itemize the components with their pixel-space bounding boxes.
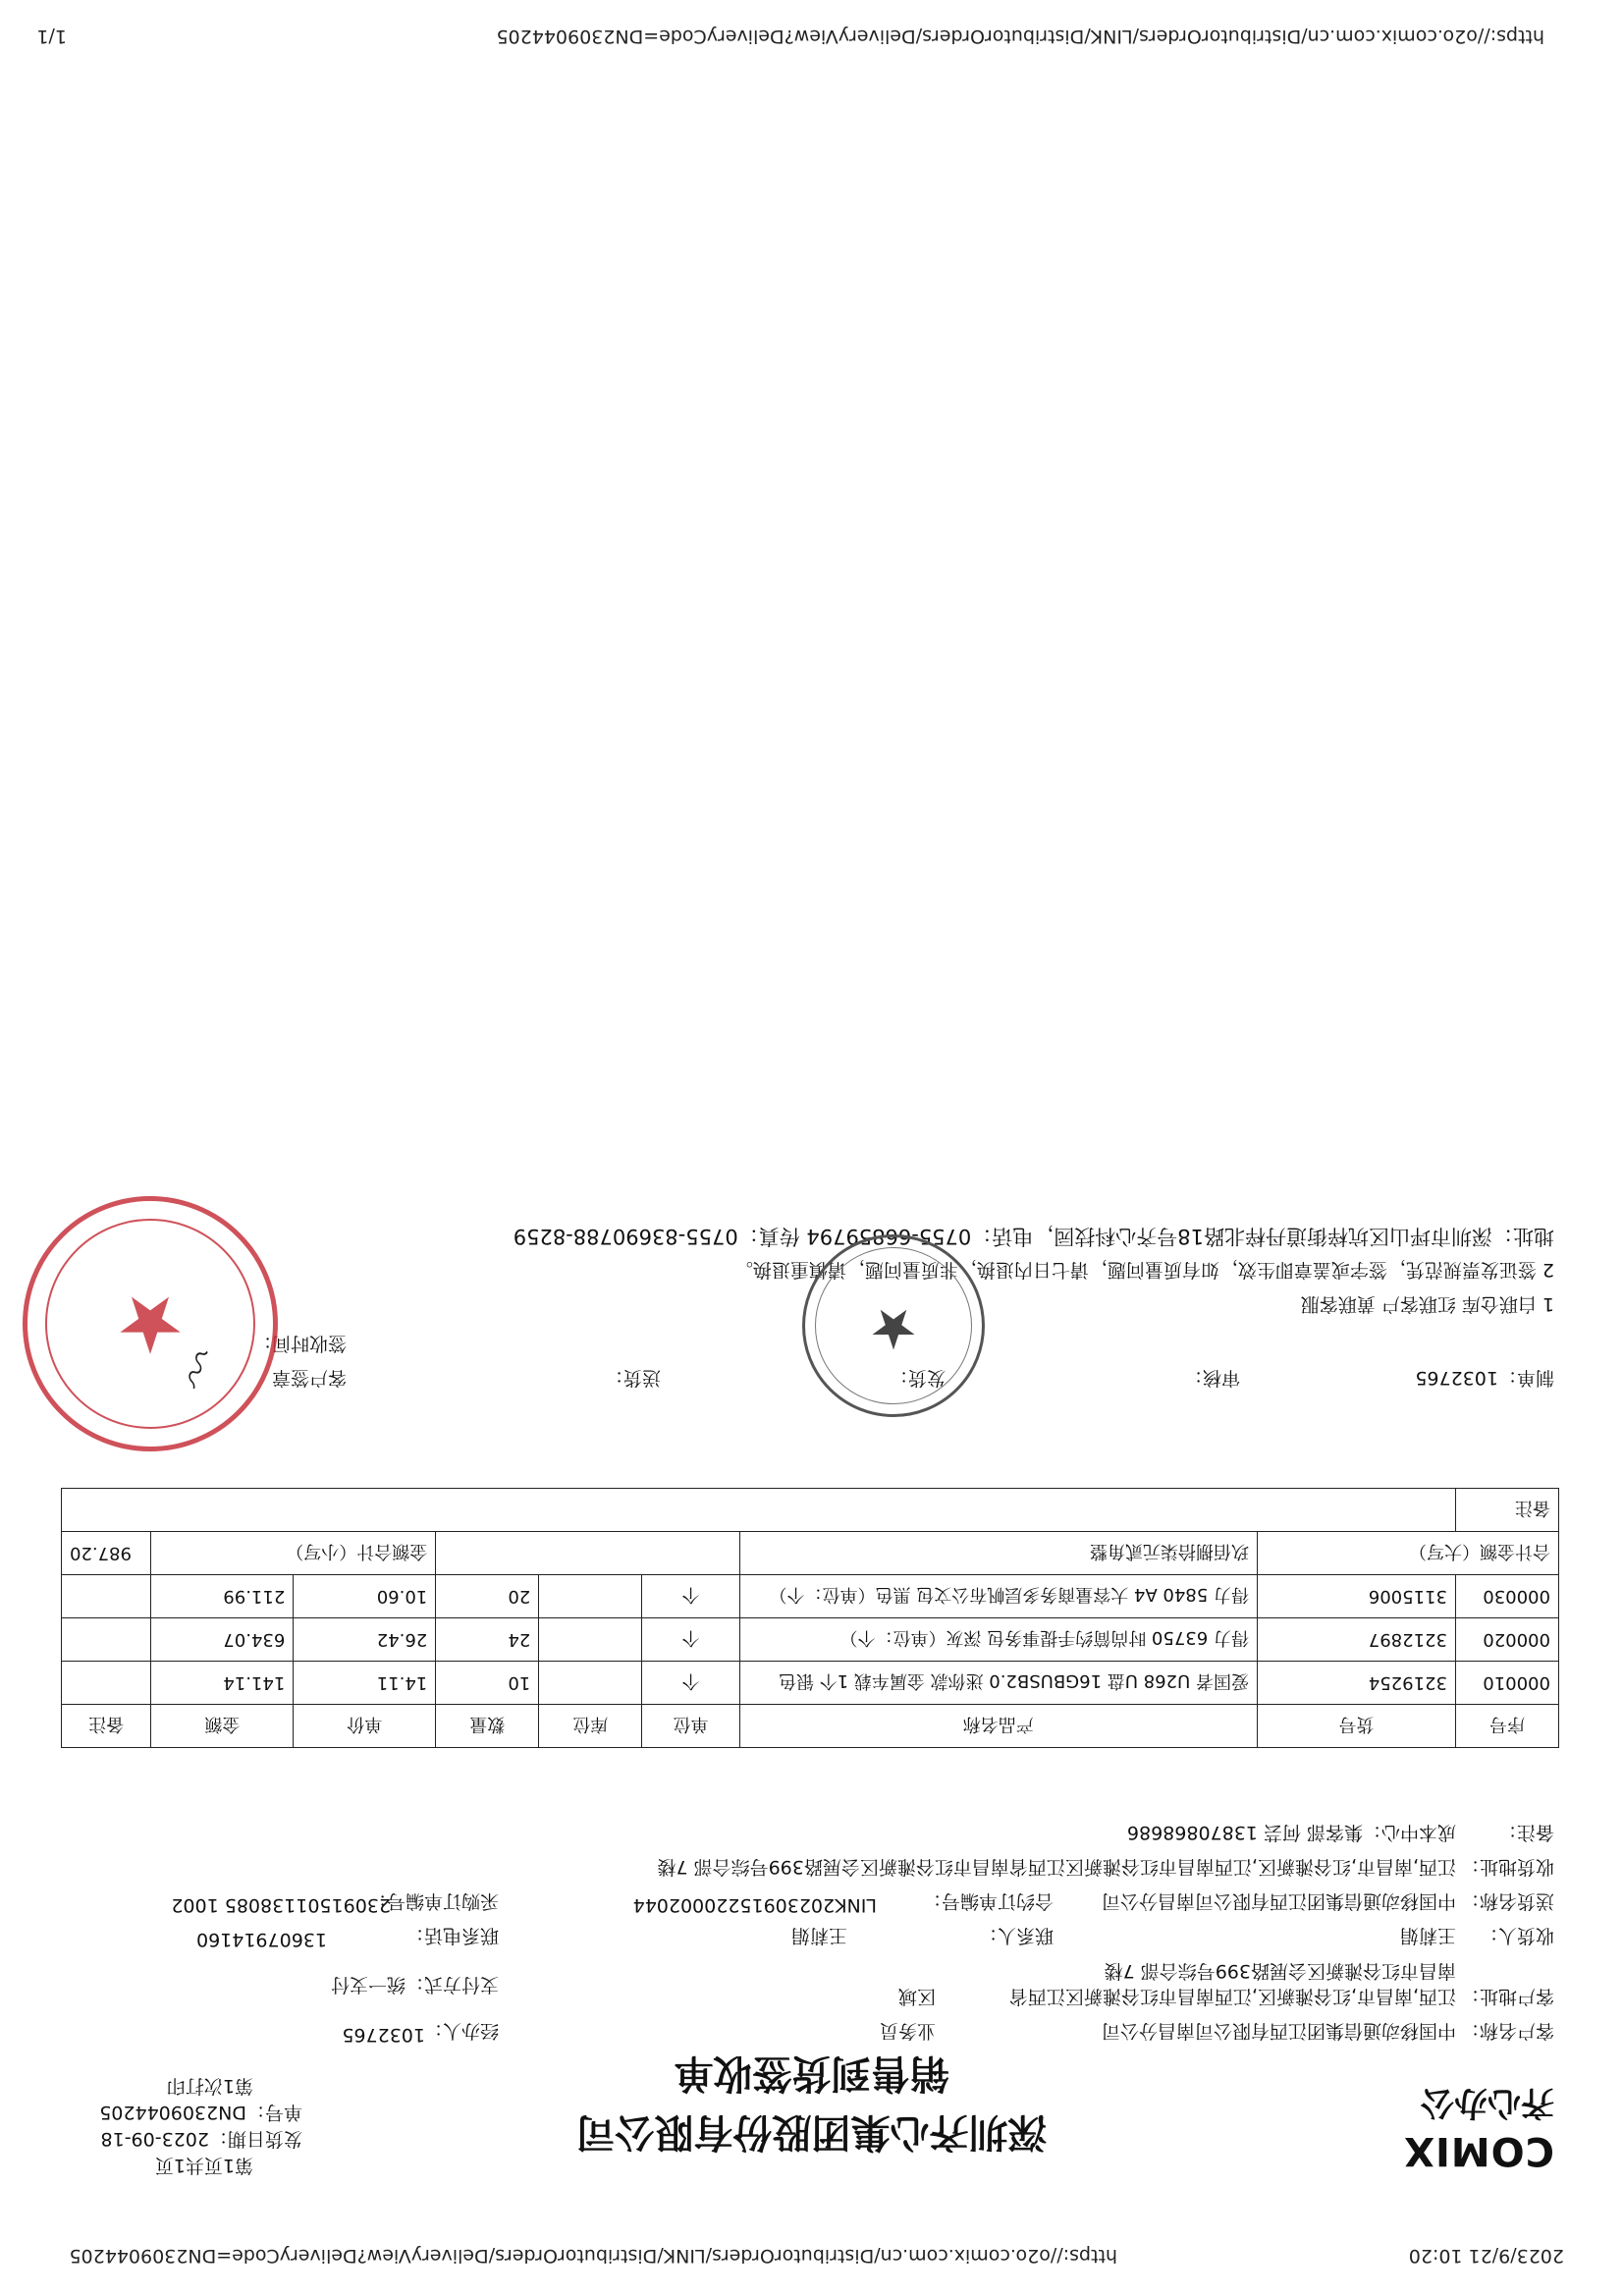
cell-amount: 211.99 bbox=[151, 1575, 294, 1618]
cell-qty: 20 bbox=[436, 1575, 539, 1618]
recv-addr: 江西,南昌市,红谷滩新区,江西南昌市红谷滩新区江西省南昌市红谷滩新区会展路399号综合部 7楼 bbox=[657, 1856, 1456, 1878]
contact: 王莉娟 bbox=[790, 1925, 847, 1946]
page-count: 1/1 bbox=[36, 26, 67, 47]
total-spacer bbox=[436, 1532, 739, 1575]
col-note: 备注 bbox=[62, 1705, 151, 1748]
cell-name: 得力 5840 A4 大容量商务多层帆布公文包 黑色（单位：个） bbox=[739, 1575, 1257, 1618]
col-qty: 数量 bbox=[436, 1705, 539, 1748]
customer-seal bbox=[23, 1196, 278, 1451]
customer-addr-line2: 南昌市红谷滩新区会展路399号综合部 7楼 bbox=[1104, 1960, 1456, 1982]
ship-name: 中国移动通信集团江西有限公司南昌分公司 bbox=[1101, 1890, 1456, 1912]
col-amount: 金额 bbox=[151, 1705, 294, 1748]
logo-text-en: COMIX bbox=[1403, 2128, 1554, 2173]
star-icon: ★ bbox=[868, 1296, 919, 1360]
cell-qty: 10 bbox=[436, 1662, 539, 1705]
cell-note bbox=[62, 1575, 151, 1618]
cell-unit: 个 bbox=[642, 1662, 739, 1705]
col-seq: 序号 bbox=[1455, 1705, 1558, 1748]
total-small-label: 金额合计（小写） bbox=[151, 1532, 436, 1575]
recv-addr-label: 收货地址： bbox=[1460, 1856, 1554, 1878]
page-indicator: 第1页共1页 bbox=[154, 2155, 253, 2176]
company-seal bbox=[802, 1234, 985, 1417]
phone-label: 联系电话： bbox=[405, 1925, 499, 1946]
cell-name: 得力 63750 时尚简约手提事务包 深灰（单位：个） bbox=[739, 1618, 1257, 1662]
table-remark-value bbox=[62, 1489, 1456, 1532]
table-total-row bbox=[62, 1532, 1559, 1575]
col-sku: 货号 bbox=[1257, 1705, 1455, 1748]
order-number-label: 单号： bbox=[245, 2102, 302, 2123]
total-amount: 987.20 bbox=[62, 1532, 151, 1575]
company-address: 地址：深圳市坪山区坑梓街道丹梓北路18号齐心科技园，电话：0755-66859794 传真：0755-83690788-8259 bbox=[513, 1225, 1554, 1248]
cell-location bbox=[539, 1618, 642, 1662]
cell-unit: 个 bbox=[642, 1575, 739, 1618]
cell-sku: 3115006 bbox=[1257, 1575, 1455, 1618]
col-name: 产品名称 bbox=[739, 1705, 1257, 1748]
remark-label: 备注： bbox=[1497, 1822, 1554, 1843]
cell-sku: 3212897 bbox=[1257, 1618, 1455, 1662]
print-count: 第1次打印 bbox=[166, 2075, 253, 2097]
items-table bbox=[61, 1488, 1559, 1748]
footer-note-2: 2 签证发票规范凭，签字或盖章即生效，如有质量问题，请七日内退换，非质量问题，请慎重退换。 bbox=[733, 1259, 1554, 1281]
cell-price: 14.11 bbox=[294, 1662, 436, 1705]
cell-name: 爱国者 U268 U盘 16GBUSB2.0 迷你款 金属车载 1个 银色 bbox=[739, 1662, 1257, 1705]
cell-note bbox=[62, 1662, 151, 1705]
col-unit: 单位 bbox=[642, 1705, 739, 1748]
cell-price: 10.60 bbox=[294, 1575, 436, 1618]
handler: 1032765 bbox=[342, 2024, 425, 2046]
handwritten-signature: 〰 bbox=[168, 1337, 225, 1390]
ship-name-label: 送货名称： bbox=[1460, 1890, 1554, 1912]
deliverer-label: 送货： bbox=[604, 1367, 661, 1389]
customer-addr-line1: 江西,南昌市,红谷滩新区,江西南昌市红谷滩新区江西省 bbox=[1008, 1986, 1456, 2007]
total-label: 合计金额（大写） bbox=[1257, 1532, 1558, 1575]
table-header-row bbox=[62, 1705, 1559, 1748]
contact-label: 联系人： bbox=[978, 1925, 1054, 1946]
cell-location bbox=[539, 1575, 642, 1618]
checker-label: 审核： bbox=[1183, 1367, 1240, 1389]
red-star-icon: ★ bbox=[115, 1279, 186, 1370]
maker-label: 制单： bbox=[1497, 1367, 1554, 1389]
table-row bbox=[62, 1575, 1559, 1618]
shipper-label: 发货： bbox=[889, 1367, 946, 1389]
cell-qty: 24 bbox=[436, 1618, 539, 1662]
order-number bbox=[99, 2101, 302, 2127]
total-words: 玖佰捌拾柒元贰角整 bbox=[739, 1532, 1257, 1575]
po-label: 采购订单编号： bbox=[367, 1890, 499, 1912]
customer-addr-label: 客户地址： bbox=[1460, 1986, 1554, 2007]
bottom-url[interactable]: https://o2o.comix.com.cn/DistributorOrders/LINK/DistributorOrders/DeliveryView?DeliveryCode=DN2309044205 bbox=[496, 26, 1544, 47]
po-number: 23091501138085 1002 bbox=[171, 1894, 391, 1916]
sign-time-label: 签收时间： bbox=[252, 1333, 347, 1354]
cell-note bbox=[62, 1618, 151, 1662]
table-row bbox=[62, 1662, 1559, 1705]
col-price: 单价 bbox=[294, 1705, 436, 1748]
remark: 成本中心：集客部 何芸 13870868686 bbox=[1126, 1822, 1456, 1843]
cell-seq: 000030 bbox=[1455, 1575, 1558, 1618]
footer-note-1: 1 白联仓库 红联客户 黄联客服 bbox=[1300, 1293, 1554, 1315]
customer-name-label: 客户名称： bbox=[1460, 2020, 1554, 2042]
company-title: 深圳齐心集团股份有限公司 bbox=[575, 2109, 1048, 2156]
receiver-label: 收货人： bbox=[1479, 1925, 1554, 1946]
salesman-label: 业务员 bbox=[879, 2020, 936, 2042]
customer-name: 中国移动通信集团江西有限公司南昌分公司 bbox=[1101, 2020, 1456, 2042]
receiver: 王莉娟 bbox=[1399, 1925, 1456, 1946]
contract-label: 合约订单编号： bbox=[922, 1890, 1054, 1912]
customer-sign-label: 客户签章 bbox=[271, 1367, 347, 1389]
cell-price: 26.42 bbox=[294, 1618, 436, 1662]
order-number-value: DN2309044205 bbox=[99, 2102, 246, 2123]
pay-label: 支付方式： bbox=[405, 1974, 499, 1995]
table-row bbox=[62, 1618, 1559, 1662]
area-label: 区域 bbox=[897, 1986, 936, 2007]
maker-value: 1032765 bbox=[1415, 1367, 1498, 1389]
maker bbox=[1415, 1366, 1554, 1393]
cell-seq: 000020 bbox=[1455, 1618, 1558, 1662]
print-time: 2023/9/21 10:20 bbox=[1408, 2245, 1564, 2267]
document-title: 销售到货签收单 bbox=[674, 2050, 949, 2097]
phone: 13607914160 bbox=[196, 1929, 327, 1950]
table-remark-label: 备注 bbox=[1455, 1489, 1558, 1532]
cell-location bbox=[539, 1662, 642, 1705]
cell-amount: 634.07 bbox=[151, 1618, 294, 1662]
contract-number: LINK20230915220002044 bbox=[632, 1894, 877, 1916]
cell-sku: 3219254 bbox=[1257, 1662, 1455, 1705]
cell-seq: 000010 bbox=[1455, 1662, 1558, 1705]
col-location: 库位 bbox=[539, 1705, 642, 1748]
ship-date-value: 2023-09-18 bbox=[100, 2128, 209, 2150]
ship-date bbox=[101, 2127, 302, 2154]
table-remark-row bbox=[62, 1489, 1559, 1532]
handler-label: 经办人： bbox=[423, 2020, 499, 2042]
logo-text-cn: 齐心办公 bbox=[1421, 2083, 1554, 2122]
ship-date-label: 发货日期： bbox=[208, 2128, 302, 2150]
page-url[interactable]: https://o2o.comix.com.cn/DistributorOrders/LINK/DistributorOrders/DeliveryView?DeliveryCode=DN2309044205 bbox=[69, 2245, 1117, 2267]
cell-unit: 个 bbox=[642, 1618, 739, 1662]
cell-amount: 141.14 bbox=[151, 1662, 294, 1705]
pay-method: 统一支付 bbox=[330, 1974, 406, 1995]
